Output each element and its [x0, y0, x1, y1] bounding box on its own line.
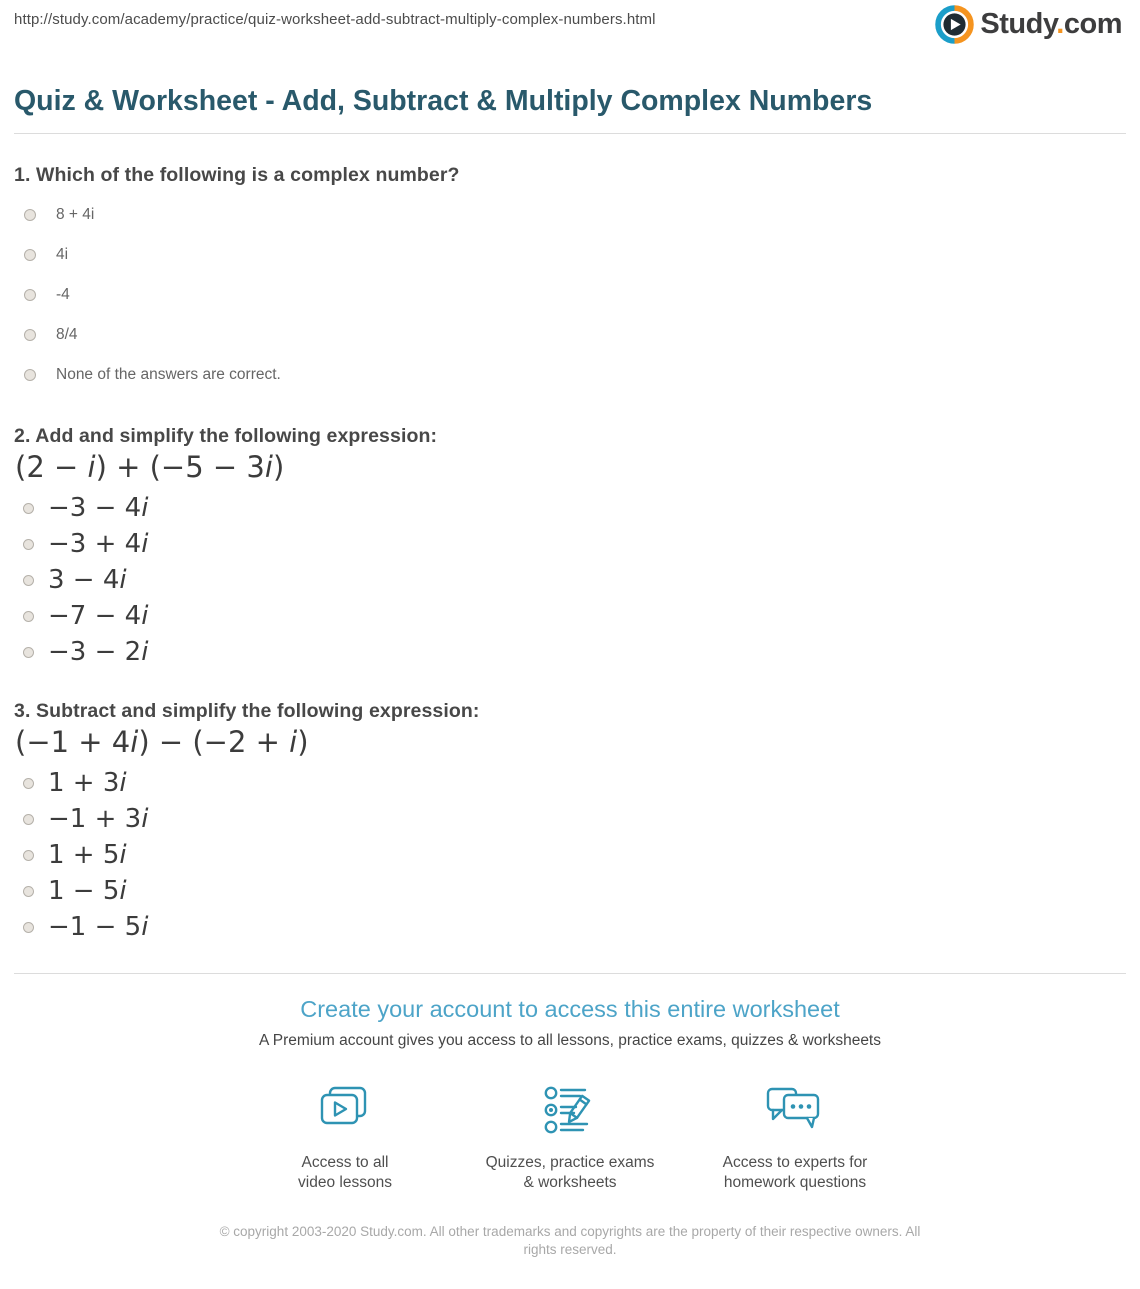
- question-2: [14, 425, 1126, 670]
- feature-video-lessons: [233, 1086, 458, 1193]
- logo-text-dot: .: [1056, 8, 1064, 40]
- feature-quizzes-worksheets: [458, 1086, 683, 1193]
- feature-label-line1: Quizzes, practice exams: [485, 1154, 655, 1171]
- radio-button[interactable]: [23, 539, 34, 550]
- cta-divider: [14, 973, 1126, 974]
- answer-option-label: −1 + 3i: [48, 804, 149, 834]
- question-text: Subtract and simplify the following expression:: [36, 700, 480, 722]
- question-number: 1.: [14, 164, 31, 186]
- question-1-options: [14, 195, 1126, 395]
- feature-label: [233, 1153, 458, 1193]
- answer-option[interactable]: [14, 490, 1126, 526]
- answer-option[interactable]: [14, 634, 1126, 670]
- radio-button[interactable]: [24, 329, 36, 341]
- logo-text-com: com: [1063, 8, 1122, 40]
- answer-option[interactable]: [14, 355, 1126, 395]
- answer-option-label: −3 − 4i: [48, 493, 149, 523]
- cta-section: [0, 996, 1140, 1193]
- feature-label: [683, 1153, 908, 1193]
- answer-option[interactable]: [14, 235, 1126, 275]
- answer-option-label: −3 + 4i: [48, 529, 149, 559]
- top-bar: [0, 0, 1140, 58]
- cta-heading-link[interactable]: Create your account to access this entire worksheet: [300, 996, 840, 1022]
- radio-button[interactable]: [23, 647, 34, 658]
- question-text: Which of the following is a complex number?: [36, 164, 460, 186]
- answer-option-label: 4i: [56, 246, 69, 263]
- radio-button[interactable]: [23, 814, 34, 825]
- feature-label-line2: homework questions: [723, 1174, 867, 1191]
- answer-option[interactable]: [14, 909, 1126, 945]
- answer-option-label: None of the answers are correct.: [56, 366, 281, 383]
- answer-option[interactable]: [14, 562, 1126, 598]
- question-1: [14, 164, 1126, 395]
- feature-label-line2: & worksheets: [523, 1174, 617, 1191]
- feature-label-line2: video lessons: [298, 1174, 392, 1191]
- logo-text: [980, 8, 1122, 41]
- answer-option[interactable]: [14, 765, 1126, 801]
- question-1-prompt: [14, 164, 1126, 187]
- question-2-options: [14, 490, 1126, 670]
- answer-option-label: 3 − 4i: [48, 565, 127, 595]
- answer-option[interactable]: [14, 526, 1126, 562]
- radio-button[interactable]: [23, 850, 34, 861]
- question-number: 3.: [14, 700, 31, 722]
- title-divider: [14, 133, 1126, 134]
- radio-button[interactable]: [24, 369, 36, 381]
- radio-button[interactable]: [23, 503, 34, 514]
- feature-label-line1: Access to all: [301, 1154, 389, 1171]
- question-3: [14, 700, 1126, 945]
- radio-button[interactable]: [23, 886, 34, 897]
- radio-button[interactable]: [24, 289, 36, 301]
- page-url: http://study.com/academy/practice/quiz-worksheet-add-subtract-multiply-complex-numbers.html: [14, 11, 656, 28]
- answer-option[interactable]: [14, 801, 1126, 837]
- answer-option[interactable]: [14, 315, 1126, 355]
- radio-button[interactable]: [23, 575, 34, 586]
- radio-button[interactable]: [23, 611, 34, 622]
- answer-option[interactable]: [14, 873, 1126, 909]
- copyright-notice: © copyright 2003-2020 Study.com. All other trademarks and copyrights are the property of their respective owners. All rights reserved.: [219, 1224, 921, 1257]
- question-2-prompt: [14, 425, 1126, 448]
- logo-text-study: Study: [980, 8, 1057, 40]
- question-3-options: [14, 765, 1126, 945]
- radio-button[interactable]: [23, 778, 34, 789]
- answer-option[interactable]: [14, 837, 1126, 873]
- answer-option[interactable]: [14, 275, 1126, 315]
- feature-label: [458, 1153, 683, 1193]
- answer-option-label: 1 + 3i: [48, 768, 127, 798]
- features-row: [0, 1086, 1140, 1193]
- answer-option-label: −7 − 4i: [48, 601, 149, 631]
- studycom-logo[interactable]: [935, 5, 1122, 44]
- play-circle-icon: [935, 5, 974, 44]
- question-3-expression: (−1 + 4i) − (−2 + i): [15, 725, 309, 759]
- radio-button[interactable]: [23, 922, 34, 933]
- answer-option-label: 8 + 4i: [56, 206, 95, 223]
- answer-option[interactable]: [14, 598, 1126, 634]
- question-3-prompt: [14, 700, 1126, 723]
- answer-option-label: −3 − 2i: [48, 637, 149, 667]
- answer-option-label: 1 + 5i: [48, 840, 127, 870]
- answer-option-label: -4: [56, 286, 70, 303]
- radio-button[interactable]: [24, 209, 36, 221]
- answer-option-label: 1 − 5i: [48, 876, 127, 906]
- video-lessons-icon: [315, 1086, 375, 1136]
- quizzes-worksheets-icon: [540, 1086, 600, 1136]
- chat-experts-icon: [765, 1086, 825, 1136]
- question-number: 2.: [14, 425, 31, 447]
- answer-option[interactable]: [14, 195, 1126, 235]
- radio-button[interactable]: [24, 249, 36, 261]
- answer-option-label: −1 − 5i: [48, 912, 149, 942]
- cta-subheading: A Premium account gives you access to all lessons, practice exams, quizzes & worksheets: [259, 1032, 881, 1049]
- question-2-expression: (2 − i) + (−5 − 3i): [15, 450, 285, 484]
- page-title: Quiz & Worksheet - Add, Subtract & Multiply Complex Numbers: [14, 85, 873, 117]
- answer-option-label: 8/4: [56, 326, 78, 343]
- feature-label-line1: Access to experts for: [722, 1154, 868, 1171]
- feature-expert-help: [683, 1086, 908, 1193]
- question-text: Add and simplify the following expression:: [35, 425, 438, 447]
